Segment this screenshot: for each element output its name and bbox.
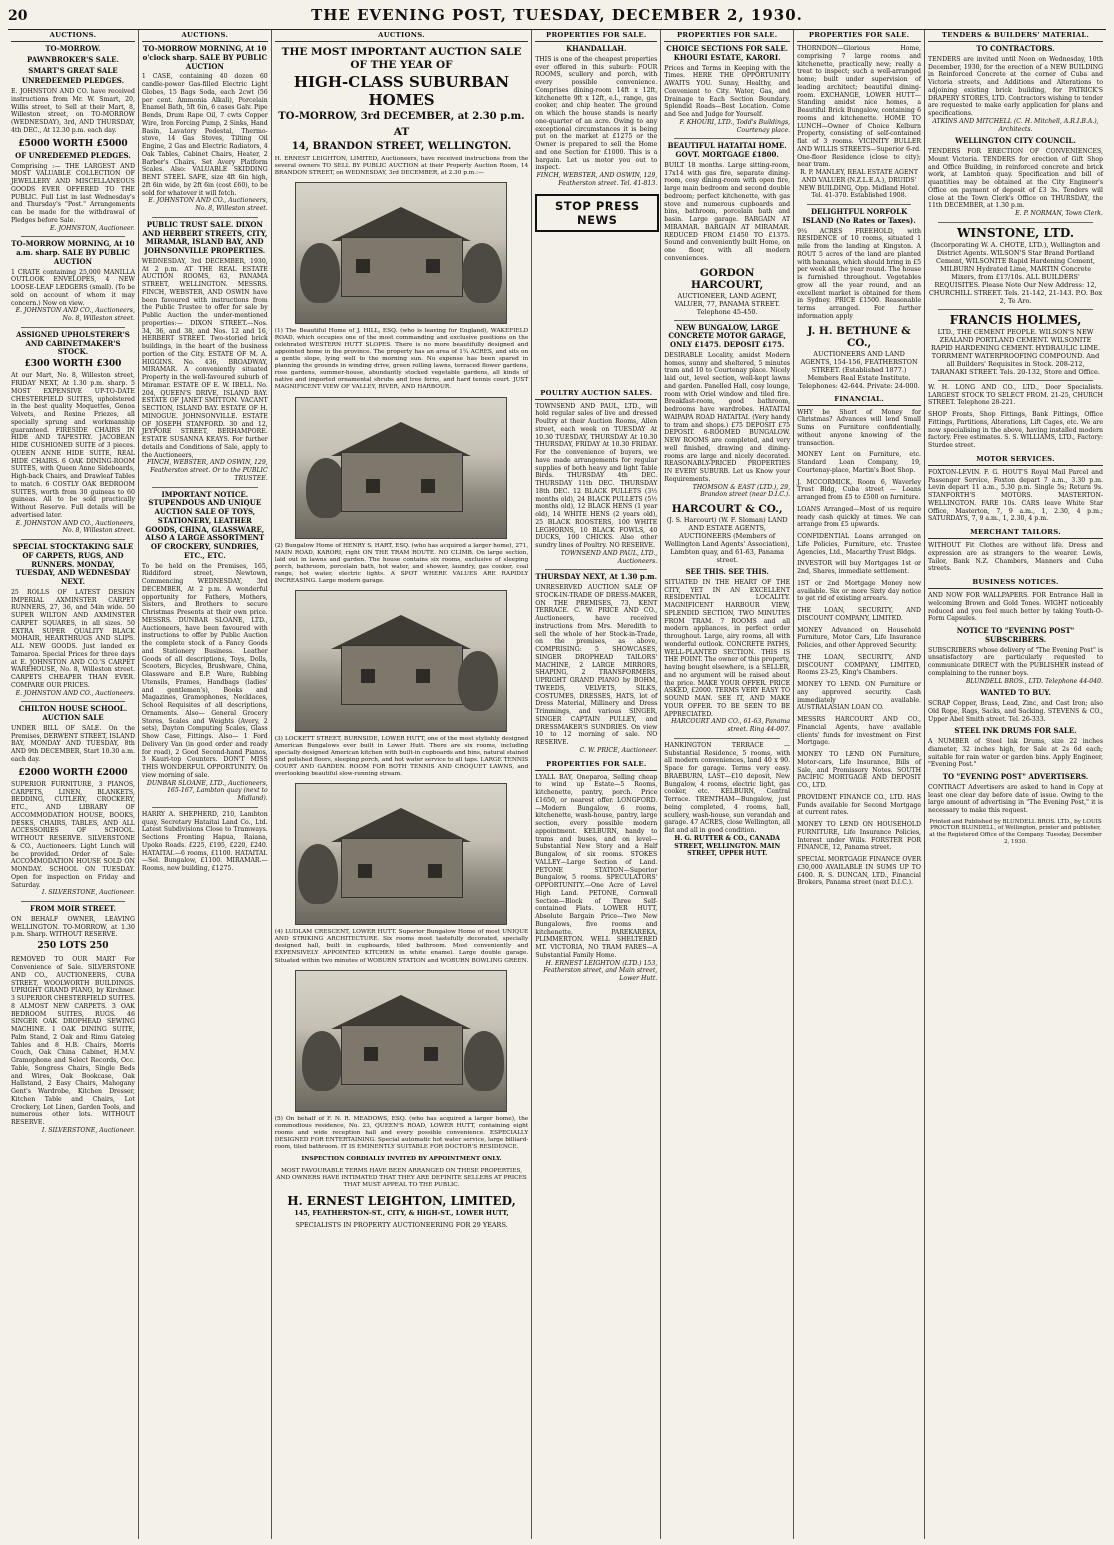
finance-ad-12: MESSRS HARCOURT AND CO., Financial Agents, have available clients' funds for investment on First Mortgage. <box>797 716 922 747</box>
column-3-feature <box>272 30 533 1539</box>
finance-ad-14: PROVIDENT FINANCE CO., LTD. HAS Funds available for Second Mortgage at current rates. <box>797 793 922 817</box>
gordon-harcourt-details: AUCTIONEER, LAND AGENT, VALUER, 77, PANAMA STREET. Telephone 45-450. <box>674 291 780 316</box>
winstone-firm-name: WINSTONE, LTD. <box>956 225 1075 240</box>
ad-manley-properties: THORNDON—Glorious Home, comprising 7 large rooms and kitchenette, practically new; really a treat to inspect; such a well-arranged home; built under supervision of leading architect; beautiful dining-room. EXCHANGE, LOWER HUTT—Standing amidst nice homes, a Beautiful Brick Bungalow, containing 6 rooms and kitchenette. HOME TO LUNCH—Owner of Choice Kelburn Property, consisting of self-contained flat of 3 rooms. VICINITY BULLER AND WILLIS STREETS—Superior 6-rd. One-floor Residence (close to city); near tram. R. P. MANLEY, REAL ESTATE AGENT AND VALUER (N.Z.L.E.A.), DRUIDS' NEW BUILDING, Opp. Midland Hotel. Tel. 41-370. Established 1908. <box>797 45 922 200</box>
winstone-details: (Incorporating W. A. CHOTE, LTD.), Wellington and District Agents. WILSON'S Star Brand Portland Cement, WILSONITE Rapid Hardening Cement, MILBURN Hydrated Lime, MARTIN Concrete Mixers, from £17/10s. ALL BUILDERS' REQUISITES. Please Note Our New Address: 12, CHURCHILL STREET. Tels. 21-142, 21-143. P.O. Box 2, Te Aro. <box>928 240 1103 305</box>
ad-steel-ink-drums: STEEL INK DRUMS FOR SALE. A NUMBER of Steel Ink Drums, size 22 inches diameter, 32 inches high, for Sale at 2s 6d each; suitable for rain water or garden bins. Apply Engineer, "Evening Post." <box>928 726 1104 769</box>
ad-hataitai-home: BEAUTIFUL HATAITAI HOME. GOVT. MORTGAGE £1800. BUILT 18 months. Large sitting-room, 17x14 with gas fire, separate dining-room, cosy dining-room with open fire, large main bedroom and second double bedroom; perfect kitchenette, with gas stove and numerous cupboards and bins, bathroom, porcelain bath and basin. Large garage. BARGAIN AT MIRAMAR. BARGAIN AT MIRAMAR. REDUCED FROM £1450 TO £1375. Sound and conveniently built Home, on one floor, with all modern conveniences. <box>664 141 791 262</box>
feature-headline: HIGH-CLASS SUBURBAN HOMES <box>293 73 510 110</box>
finance-ad-7: 1ST or 2nd Mortgage Money now available. Six or more Sixty day notice to get rid of existing arrears. <box>797 579 922 603</box>
column-5 <box>661 30 794 1539</box>
column-header: AUCTIONS. <box>11 30 135 42</box>
house-photo-1 <box>295 182 507 324</box>
ad-unredeemed-pledges: £5000 WORTH £5000 OF UNREDEEMED PLEDGES. Comprising :— THE LARGEST AND MOST VALUABLE COLLECTION OF JEWELLERY AND MISCELLANEOUS GOODS EVER OFFERED TO THE PUBLIC. Full List in last Wednesday's and Thursday's "Post." Arrangements can be made for the withdrawal of Pledges before Sale. E. JOHNSTON, Auctioneer. <box>11 138 135 232</box>
poultry-header: POULTRY AUCTION SALES. <box>535 388 657 400</box>
caption-3: (3) LOCKETT STREET, BURNSIDE, LOWER HUTT, one of the most stylishly designed American Bungalows ever built in Lower Hutt. There are six rooms, including specially designed American kitchen with built-in cupboards and bins, natural stained and polished floors, sleeping porch, and hot water service to all taps. LARGE TENNIS COURT AND GARDEN. ROOM FOR BOTH TENNIS AND CROQUET LAWNS, and overlooking beautiful slow-running stream. <box>274 735 529 778</box>
leighton-address: 145, FEATHERSTON-ST., CITY, & HIGH-ST., LOWER HUTT, <box>294 1209 509 1218</box>
bethune-details: AUCTIONEERS AND LAND AGENTS, 154-156, FEATHERSTON STREET. (Established 1877.) Members Real Estate Institute. Telephones: 42-644. Private: 24-000. <box>798 349 920 390</box>
finance-ad-8: THE LOAN, SECURITY, AND DISCOUNT COMPANY, LIMITED. <box>797 607 922 622</box>
column-header: PROPERTIES FOR SALE. <box>664 30 790 42</box>
feature-intro: H. ERNEST LEIGHTON, LIMITED, Auctioneers, have received instructions from the several owners TO SELL BY PUBLIC AUCTION at their Property Auction Room, 14 BRANDON STREET, on WEDNESDAY, 3rd DECEMBER, at 2.30 p.m.:— <box>274 155 529 176</box>
ad-wanted-to-buy: WANTED TO BUY. SCRAP Copper, Brass, Lead, Zinc, and Cast Iron; also Old Rope, Rags, Sacks, and Sacking. STEVENS & CO., Upper Abel Smith street. Tel. 26-333. <box>928 688 1104 723</box>
ad-envelopes-sale: TO-MORROW MORNING, At 10 a.m. sharp. SALE BY PUBLIC AUCTION 1 CRATE containing 25,000 MANILLA OUTLOOK ENVELOPES, 4 NEW LOOSE-LEAF LEDGERS (small). (To be sold on account of whom it may concern.) Now on view. E. JOHNSTON AND CO., Auctioneers, No. 8, Willeston street. <box>11 239 135 322</box>
column-2 <box>139 30 272 1539</box>
ad-pawnbroker-sale: TO-MORROW. PAWNBROKER'S SALE. SMART'S GREAT SALE UNREDEEMED PLEDGES. E. JOHNSTON AND CO. have received instructions from Mr. W. Smart, 20, Willis street, to Sell at their Mart, 8, Willeston street, on TO-MORROW (WEDNESDAY), 3rd, AND THURSDAY, 4th DEC., At 12.30 p.m. each day. <box>11 44 135 134</box>
newspaper-title: THE EVENING POST, TUESDAY, DECEMBER 2, 1930. <box>311 6 803 24</box>
ad-toys-stationery-auction: IMPORTANT NOTICE. STUPENDOUS AND UNIQUE AUCTION SALE OF TOYS, STATIONERY, LEATHER GOODS, CHINA, GLASSWARE, ALSO A LARGE ASSORTMENT OF CROCKERY, SUNDRIES, ETC., ETC. To be held on the Premises, 165, Riddiford street, Newtown, Commencing WEDNESDAY, 3rd DECEMBER, At 2 p.m. A wonderful opportunity for Fathers, Mothers, Sisters, and Brothers to secure Christmas Presents at their own price. MESSRS. DUNBAR SLOANE, LTD., Auctioneers, have been favoured with instructions to offer by Public Auction the complete stock of a Fancy Goods and Stationery Business. Leather Goods of all descriptions, Toys, Dolls, Scooters, Bicycles, Brushware, China, Glassware and E.P. Ware, Rubbing Utensils, Frames, Handbags (ladies' and gentlemen's), Books and Magazines, Gramophones, Necklaces, School Requisites of all descriptions, Ornaments. Also— General Grocery Stores, Scales and Weights (Avery, 2 sets), Dayton Computing Scales, Glass Show Case, Fittings. Also— 1 Ford Delivery Van (in good order and ready for road), 2 Good Second-hand Pianos, 3 Kauri-top Counters. DON'T MISS THIS WONDERFUL OPPORTUNITY. On view morning of sale. DUNBAR SLOANE, LTD., Auctioneers, 165-167, Lambton quay (next to Midland). <box>141 489 268 802</box>
ad-new-bungalow: NEW BUNGALOW, LARGE CONCRETE MOTOR GARAGE, ONLY £1475. DEPOSIT £175. DESIRABLE Locality, amidst Modern homes, sunny and sheltered, 5 minutes tram and 10 to Courtenay place. Nicely laid out, level section, well-kept lawns and garden. Panelled Hall, cosy lounge, room with Oriel window and tiled fire. Breakfast-room, good bathroom, bedrooms have wardrobes. HATAITAI WAIPAPA ROAD HATAITAI. (Very handy to tram and shops.) £75 DEPOSIT £75 DEPOSIT. 6-ROOMED BUNGALOW. NEW ROOMS are completed, and very well finished, drawing and dining-rooms are large and nicely decorated. REASONABLY-PRICED PROPERTIES IN EVERY SUBURB. Let us Know your Requirements. THOMSON & EAST (LTD.), 29, Brandon street (near D.I.C.). <box>664 322 791 499</box>
caption-5: (5) On behalf of F. N. R. MEADOWS, ESQ. (who has acquired a larger home), the commodious residence, No. 23, QUEEN'S ROAD, LOWER HUTT, containing eight rooms and wide reception hall and every possible convenience. ESPECIALLY DESIGNED FOR ENTERTAINING. Special automatic hot water service, large billiard-room, tiled bathroom. IT IS EMINENTLY SUITABLE FOR DOCTOR'S RESIDENCE. <box>274 1115 529 1150</box>
ad-merchant-tailors: WITHOUT Fit Clothes are without life. Dress and expression are as strangers to the wearer. Lewis, Tailor, Bank N.Z. Chambers, Manners and Cuba streets. <box>928 542 1104 573</box>
ad-khouri-estate: CHOICE SECTIONS FOR SALE. KHOURI ESTATE, KARORI. Prices and Terms in Keeping with the Times. HERE THE OPPORTUNITY AWAITS YOU. Sunny, Healthy, and Convenient to City. Water, Gas, and Drainage to Each Section Boundary. Splendid Roads—Best Location. Come and See and Judge for Yourself. F. KHOURI, LTD., Todd's Buildings, Courtenay place. <box>664 44 791 134</box>
caption-2: (2) Bungalow Home of HENRY S. HART, ESQ. (who has acquired a larger home), 271, MAIN ROAD, KARORI, right ON THE TRAM ROUTE. NO CLIMB. On large section, laid out in lawns and garden. The house contains six rooms, exclusive of sleeping porch, bathroom, porcelain bath, hot water, and shower, laundry, gas cooker, coal range, hot water, electric lights. A SPOT WHERE VALUES ARE RAPIDLY INCREASING. Large modern garage. <box>274 542 529 584</box>
ad-city-council-tender: WELLINGTON CITY COUNCIL. TENDERS FOR ERECTION OF CONVENIENCES, Mount Victoria. TENDERS for erection of Gift Shop and Office Building, in reinforced concrete and brick work, at Lambton quay. Specification and bill of quantities may be obtained at the City Engineer's Office on payment of deposit of £3 3s. Tenders will close at the Town Clerk's Office on THURSDAY, the 11th DECEMBER, at 1.30 p.m. E. P. NORMAN, Town Clerk. <box>928 136 1104 217</box>
financial-header: FINANCIAL. <box>797 394 921 406</box>
gordon-harcourt-name: GORDON HARCOURT, <box>691 266 764 291</box>
francis-holmes-details: LTD., THE CEMENT PEOPLE. WILSON'S NEW ZEALAND PORTLAND CEMENT. WILSONITE RAPID HARDENING CEMENT. HYDRAULIC LIME. TORRMENT WATERPROOFING COMPOUND. And all Builders' Requisites in Stock. 208-212, TARANAKI STREET. Tels. 20-132, Store and Office. <box>930 327 1101 376</box>
merchant-tailors-header: MERCHANT TAILORS. <box>928 527 1103 539</box>
ad-dressmaker-stock: THURSDAY NEXT, At 1.30 p.m. UNRESERVED AUCTION SALE OF STOCK-IN-TRADE OF DRESS-MAKER, ON THE PREMISES, 73, KENT TERRACE. C. W. PRICE AND CO., Auctioneers, have received instructions from Mrs. Meredith to sell the whole of her Stock-in-Trade, on the premises, as above, COMPRISING: 5 SHOWCASES, SINGER DROPHEAD TAILORS' MACHINE, 2 LARGE MIRRORS, SHAPING, 2 TRANSFORMERS, UPRIGHT GRAND PIANO by BOHM, TWEEDS, VELVETS, SILKS, COSTUMES, DRESSES, HATS, lot of Dress Material, Millinery and Dress Trimmings, and various SINGER, SINGER CAPTAIN PULLEY, and DRESSMAKER'S SUNDRIES. On view 10 to 12 morning of sale. NO RESERVE. C. W. PRICE, Auctioneer. <box>535 572 658 754</box>
house-photo-2 <box>295 397 507 539</box>
ad-khandallah: KHANDALLAH. THIS is one of the cheapest properties ever offered in this suburb: FOUR ROOMS, scullery and porch, with every possible convenience. Comprises dining-room 14ft x 12ft, kitchenette 9ft x 12ft, e.l., range, gas cooker, and chip heater. The ground on which the house stands is nearly one-quarter of an acre. Owing to any exceptional circumstances it is being put on the market at £1275 or the Owner is prepared to sell the Home and one Section for £1000. This is a bargain. Let us motor you out to inspect. FINCH, WEBSTER, AND OSWIN, 129, Featherston street. Tel. 41-813. <box>535 44 658 187</box>
column-header: AUCTIONS. <box>275 30 529 42</box>
ad-moir-street: FROM MOIR STREET. ON BEHALF OWNER, LEAVING WELLINGTON. TO-MORROW, at 1.30 p.m. Sharp. WITHOUT RESERVE. 250 LOTS 250 <box>11 904 135 951</box>
ad-leighton-properties: LYALL BAY, Oneparoa, Selling cheap to wind up Estate—5 Rooms, kitchenette, pantry, porch. Price £1650, or nearest offer. LONGFORD.—Modern Bungalow, 6 rooms, kitchenette, wash-house, pantry, large section, every possible modern appointment. KELBURN, handy to trams and buses, and on level—Substantial New Story and a Half Bungalow, of six rooms. STOKES VALLEY—Large Section of Land. PETONE STATION—Superior Bungalow, 5 rooms. SPECULATORS' OPPORTUNITY.—One Acre of Level High Land. PETONE, Cornwall Section—Block of Three Self-contained Flats. LOWER HUTT, Absolute Bargain Price—Two New Bungalows, five rooms and kitchenette. PAREKAREKA, PLIMMERTON. WELL SHELTERED MT. VICTORIA, NO TRAM FARES—A Substantial Family Home. H. ERNEST LEIGHTON (LTD.) 153, Featherston street, and Main street, Lower Hutt. <box>535 773 658 982</box>
masthead <box>8 6 1106 30</box>
feature-date: TO-MORROW, 3rd DECEMBER, at 2.30 p.m. <box>278 111 525 123</box>
properties-header-2: PROPERTIES FOR SALE. <box>535 759 657 771</box>
ad-chilton-house-school: CHILTON HOUSE SCHOOL. AUCTION SALE UNDER BILL OF SALE. On the Premises, DERWENT STREET, ISLAND BAY, MONDAY AND TUESDAY, 8th AND 9th DECEMBER, Start 10.30 a.m. each day. <box>11 704 135 763</box>
stop-press-news-stamp: STOP PRESS NEWS <box>535 194 659 232</box>
page-number: 20 <box>8 8 28 24</box>
finance-ad-5: CONFIDENTIAL Loans arranged on Life Policies, Furniture, etc. Trustee Agencies, Ltd., Macarthy Trust Bldgs. <box>797 533 922 556</box>
finance-ad-1: WHY be Short of Money for Christmas? Advances will lend Small Sums on Furniture confidentially, without anyone knowing of the transaction. <box>797 408 922 447</box>
house-photo-5 <box>295 970 507 1112</box>
motor-services-header: MOTOR SERVICES. <box>928 454 1103 466</box>
ad-long-doors: W. H. LONG AND CO., LTD., Door Specialists. LARGEST STOCK TO SELECT FROM. 21-25, CHURCH STREET. Telephone 28-221. <box>928 383 1104 407</box>
finance-ad-16: SPECIAL MORTGAGE FINANCE OVER £30,000 AVAILABLE IN SUMS UP TO £400. R. S. DUNCAN, LTD., Financial Brokers, Panama street (next D.I.C.). <box>797 856 922 887</box>
column-header: PROPERTIES FOR SALE. <box>797 30 921 42</box>
leighton-firm-name: H. ERNEST LEIGHTON, LIMITED, <box>287 1194 516 1209</box>
finance-ad-6: INVESTOR will buy Mortgages 1st or 2nd, Shares, immediate settlement. <box>797 560 922 575</box>
column-7 <box>925 30 1106 1539</box>
feature-at: AT <box>393 126 410 139</box>
column-header: TENDERS & BUILDERS' MATERIAL. <box>928 30 1103 42</box>
printer-imprint: Printed and Published by BLUNDELL BROS. LTD., by LOUIS PROCTOR BLUNDELL, of Wellington, printer and publisher, at the Registered Office of the Company. Tuesday, December 2, 1930. <box>929 818 1102 845</box>
house-photo-4 <box>295 783 507 925</box>
feature-title: THE MOST IMPORTANT AUCTION SALE OF THE YEAR OF <box>281 46 522 71</box>
terms-note: MOST FAVOURABLE TERMS HAVE BEEN ARRANGED ON THESE PROPERTIES, AND OWNERS HAVE INTIMATED THAT THEY ARE DEFINITE SELLERS AT PRICES THAT MUST APPEAL TO THE PUBLIC. <box>276 1167 527 1189</box>
ad-gas-globes-sale: TO-MORROW MORNING, At 10 o'clock sharp. SALE BY PUBLIC AUCTION 1 CASE, containing 40 dozen 60 candle-power Gas-filled Electric Light Globes, 15 Bags Soda, each 2cwt (56 per cent. Ammonia Alkali), Porcelain Enamel Bath, 5ft 6in, 6 cases Galv. Pipe Bends, Drum Rape Oil, 7 cwts Copper Wire, Iron Forcing Pump, 2 Sinks, Hand Basin, Lavatory Pedestal, Thermo-stove, 14 Gas Stoves, Tilting Oil Engine, 2 Gas and Electric Radiators, 4 Oak Tables, Cabinet Chairs, Heater, 2 Barber's Chairs, Set Avery Platform Scales. Also: VALUABLE SKIDDING BENT STEEL SAFE, size 4ft 6in high, 2ft 6in wide, by 2ft 6in (cost £60), to be sold for whatever it will fetch. E. JOHNSTON AND CO., Auctioneers, No. 8, Willeston street. <box>141 44 268 212</box>
column-header: AUCTIONS. <box>142 30 268 42</box>
ad-carpets-sale: SPECIAL STOCKTAKING SALE OF CARPETS, RUGS, AND RUNNERS. MONDAY, TUESDAY, AND WEDNESDAY NEXT. 25 ROLLS OF LATEST DESIGN IMPERIAL AXMINSTER CARPET RUNNERS, 27, 36, and 54in wide. 50 SUPER WILTON AND AXMINSTER CARPET SQUARES, in all sizes. 50 EXTRA SUPER QUALITY BLACK MOHAIR, HEARTHRUGS AND SLIPS. ALL NEW GOODS. Just landed ex Tamaroa. Special Prices for three days at E. JOHNSTON AND CO.'S CARPET WAREHOUSE, No. 8, Willeston street. CARPETS CHEAPER THAN EVER. COMPARE OUR PRICES. E. JOHNSTON AND CO., Auctioneers. <box>11 542 135 697</box>
finance-ad-4: LOANS Arranged—Most of us require ready cash quickly at times. We can arrange from £5 upwards. <box>797 505 922 529</box>
ad-public-trust-sale: PUBLIC TRUST SALE. DIXON AND HERBERT STREETS, CITY, MIRAMAR, ISLAND BAY, AND JOHNSONVILLE PROPERTIES. WEDNESDAY, 3rd DECEMBER, 1930, At 2 p.m. AT THE REAL ESTATE AUCTION ROOMS, 63, PANAMA STREET, WELLINGTON. MESSRS. FINCH, WEBSTER, AND OSWIN have been favoured with instructions from the Public Trustee to offer for sale by Public Auction the under-mentioned properties:— DIXON STREET.—Nos. 34, 36, and 38, and Nos. 12 and 16, HERBERT STREET. Two-storied brick buildings, in the heart of the business portion of the City. ESTATE OF M. A. HIGGINS. No. 436, BROADWAY, MIRAMAR. A conveniently situated Property in the well-favoured suburb of Miramar. ESTATE OF E. W. IBELL. No. 204, QUEEN'S DRIVE, ISLAND BAY. ESTATE OF JANET SMITTON. VACANT SECTION, ISLAND BAY. ESTATE OF H. MINOGUE. JOHNSONVILLE. ESTATE OF JOSEPH STANFORD. 30 and 12, JEYPORE STREET, BERHAMPORE. ESTATE SUSANNA KEAYS. For further details and Conditions of Sale, apply to the Auctioneers, FINCH, WEBSTER, AND OSWIN, 129, Featherston street. Or to the PUBLIC TRUSTEE. <box>141 219 268 482</box>
ad-business-notices: AND NOW FOR WALLPAPERS. FOR Entrance Hall in welcoming Brown and Gold Tones. WIGHT noticeably reduced and you feel much better by taking Youth-O-Form Capsules. <box>928 592 1104 623</box>
ad-school-furniture: £2000 WORTH £2000 SUPERIOR FURNITURE, 3 PIANOS, CARPETS, LINEN, BLANKETS, BEDDING, CUTLERY, CROCKERY, ETC., AND LIBRARY OF ACCOMMODATION HOUSE, BOOKS, DESKS, CHAIRS, TABLES, AND ALL ACCESSORIES OF SCHOOL. WITHOUT RESERVE. SILVERSTONE & CO., Auctioneers. Light Lunch will be provided. Order of Sale: ACCOMMODATION HOUSE SOLD ON MONDAY. SCHOOL ON TUESDAY. Open for inspection on Friday and Saturday. I. SILVERSTONE, Auctioneer. <box>11 767 135 897</box>
caption-4: (4) LUDLAM CRESCENT, LOWER HUTT. Superior Bungalow Home of most UNIQUE AND STRIKING ARCHITECTURE. Six rooms most tastefully decorated, specially designed hall, built in cupboards, tiled bathroom. Most conveniently and EXPENSIVELY APPOINTED KITCHEN in white enamel. Large double garage. Situated within two minutes of WOBURN STATION and WOBURN BOWLING GREEN. <box>274 929 529 964</box>
caption-1: (1) The Beautiful Home of J. HILL, ESQ. (who is leaving for England), WAKEFIELD ROAD, which occupies one of the most commanding and exclusive positions on the celebrated WESTERN HUTT SLOPES. There is no more beautifully designed and appointed home in the province. The property has an area of 1¼ ACRES, and sits on a gentle slope, lying well to the morning sun. No expense has been spared in planning the grounds in winding drive, green rolling lawns, terraced flower gardens, rose gardens, summer-house, abundantly stocked vegetable gardens, all kinds of native and imported ornamental shrubs and tree ferns, and hard tennis court. JUST MAGNIFICENT VIEW OF VALLEY, RIVER, AND HARBOUR. <box>274 327 529 391</box>
leighton-tagline: SPECIALISTS IN PROPERTY AUCTIONEERING FOR 29 YEARS. <box>295 1221 508 1230</box>
business-notices-header: BUSINESS NOTICES. <box>928 577 1103 589</box>
finance-ad-3: J. MCCORMICK, Room 6, Waverley Trust Bldg, Cuba street — Loans arranged from £5 to £500 on furniture. <box>797 478 922 501</box>
column-6 <box>794 30 925 1539</box>
ad-norfolk-island: DELIGHTFUL NORFOLK ISLAND (No Rates or Taxes). 9¼ ACRES FREEHOLD, with RESIDENCE of 10 rooms, situated 1 mile from the landing at Kingston. A ROUT 5 acres of the land are planted with bananas, which should bring in £5 per week all the year round. The house is furnished throughout. Vegetables grow all the year round, and an excellent market is obtained for them in Sydney. PRICE £1500. Reasonable terms arranged. For further information apply <box>797 207 922 320</box>
ad-poultry-auction: TOWNSEND AND PAUL, LTD., will hold regular sales of live and dressed Poultry at their Auction Rooms, Allen street, each week on TUESDAY At 10.30 TUESDAY, THURSDAY At 10.30 THURSDAY, FRIDAY At 10.30 FRIDAY. For the convenience of buyers, we have made arrangements for regular supplies of both heavy and light Table Birds. THURSDAY 4th DEC. THURSDAY 11th DEC. THURSDAY 18th DEC. 12 BLACK PULLETS (3½ months old), 24 BLACK PULLETS (5½ months old), 12 BLACK HENS (1 year old), 14 WHITE HENS (2 years old), 25 BLACK ROOSTERS, 100 WHITE LEGHORNS, 10 BLACK FOWLS, 40 DUCKS, 100 CHICKS. Also other sundry lines of Poultry. NO RESERVE. TOWNSEND AND PAUL, LTD., Auctioneers. <box>535 402 658 565</box>
bethune-firm-name: J. H. BETHUNE & CO., <box>807 324 911 349</box>
stop-press-blank-space <box>535 238 657 388</box>
ad-motor-services: FOXTON-LEVIN. F. G. HOUT'S Royal Mail Parcel and Passenger Service, Foxton depart 7 a.m., 3.30 p.m. Levin depart 11 a.m., 5.30 p.m. Single 5s; Return 9s. STANFORTH'S MOTORS. MASTERTON-WELLINGTON. FARE 10s. CARS leave White Star Office, Masterton, 7, 9 a.m., 1, 2.30, 4 p.m.; SATURDAYS, 7, 9 a.m., 1, 2.30, 4 p.m. <box>928 468 1104 523</box>
ad-see-this: SEE THIS. SEE THIS. SITUATED IN THE HEART OF THE CITY, YET IN AN EXCELLENT RESIDENTIAL LOCALITY. MAGNIFICENT HARBOUR VIEW, SPLENDID SECTION, TWO MINUTES FROM TRAM. 7 ROOMS and all modern appliances, in perfect order throughout. Large, airy rooms, all with wonderful outlook. CONCRETE PATHS, WELL-PLANTED SECTION. THIS IS THE POINT. The owner of this property, having bought elsewhere, is a SELLER, and no argument will be raised about the price. MAKE YOUR OFFER. PRICE ASKED, £2000. TERMS VERY EASY TO SOUND MAN. SEE IT, AND MAKE YOUR OFFER. TO BE SEEN TO BE APPRECIATED. HARCOURT AND CO., 61-63, Panama street. Ring 44-007. <box>664 567 791 733</box>
column-header: PROPERTIES FOR SALE. <box>535 30 657 42</box>
ad-shop-fittings: SHOP Fronts, Shop Fittings, Bank Fittings, Office Fittings, Partitions, Alterations, Lift Cages, etc. We are now specialising in the above, having installed modern factory. Free estimates. S. S. WILLIAMS, LTD., Factory: Sturdee street. <box>928 411 1104 449</box>
ad-upholsterer-stock: ASSIGNED UPHOLSTERER'S AND CABINETMAKER'S STOCK. £300 WORTH £300 At our Mart, No. 8, Willeston street, FRIDAY NEXT, At 1.30 p.m. sharp. 5 MOST EXPENSIVE UP-TO-DATE CHESTERFIELD SUITES, upholstered in the best quality Moquettes, Genoa Velvets, and Rexine Friezes, all specially sprung and workmanship guaranteed. FIRESIDE CHAIRS IN HIDE AND TAPESTRY. JACOBEAN HIDE CUSHIONED SUITE of 3 pieces. QUEEN ANNE HIDE SUITE, REAL HIDE CHAIRS. 6 OAK DINING-ROOM SUITES, with Queen Anne Sideboards, High-back Chairs, and Drawleaf Tables to match. 6 COSTLY OAK BEDROOM SUITES, worth from 30 guineas to 60 guineas. All to be sold practically Without Reserve. Full details will be advertised later. E. JOHNSTON AND CO., Auctioneers, No. 8, Willeston street. <box>11 329 135 535</box>
finance-ad-2: MONEY Lent on Furniture, etc. Standard Loan Company, 19, Courtenay-place, Martin's Boot Shop. <box>797 451 922 474</box>
harcourt-co-name: HARCOURT & CO., <box>671 503 783 515</box>
finance-ad-15: MONEY TO LEND ON HOUSEHOLD FURNITURE, Life Insurance Policies, Interest under Wills. FORSTER FOR FINANCE, 12, Panama street. <box>797 821 922 852</box>
finance-ad-9: MONEY Advanced on Household Furniture, Motor Cars, Life Insurance Policies, and other Approved Security. <box>797 626 922 649</box>
house-photo-3 <box>295 590 507 732</box>
inspection-note: INSPECTION CORDIALLY INVITED BY APPOINTMENT ONLY. <box>301 1155 502 1162</box>
finance-ad-13: MONEY TO LEND ON Furniture, Motor-cars, Life Insurance, Bills of Sale, and Promissory Notes. SOUTH PACIFIC MORTGAGE AND DEPOSIT CO., LTD. <box>797 751 922 789</box>
column-4 <box>532 30 661 1539</box>
finance-ad-11: MONEY TO LEND. ON Furniture or any approved security. Cash immediately available. AUSTRALASIAN LOAN CO. <box>797 681 922 712</box>
harcourt-co-details: (J. S. Harcourt) (W. F. Sloman) LAND AND ESTATE AGENTS, AUCTIONEERS (Members of Wellington Land Agents' Association), Lambton quay, and 61-63, Panama street. <box>664 516 790 564</box>
ad-hataitai-land: HARRY A. SHEPHERD, 210, Lambton quay, Secretary Hataitai Land Co., Ltd. Latest Subdivisions Close to Tramways. Sections Fronting Hapua, Raiana, Upoko Roads. £225, £195, £220, £240. HATAITAI.—6 rooms, £1100. HATAITAI.—Sel. Bungalow, £1100. MIRAMAR.—Rooms, new building, £1275. <box>141 810 268 872</box>
column-1 <box>8 30 139 1539</box>
column-grid <box>8 30 1106 1539</box>
francis-holmes-name: FRANCIS HOLMES, <box>949 312 1082 327</box>
finance-ad-10: THE LOAN, SECURITY, AND DISCOUNT COMPANY, LIMITED, Rooms 23-25, King's Chambers. <box>797 653 922 677</box>
ad-subscribers-notice: NOTICE TO "EVENING POST" SUBSCRIBERS. SUBSCRIBERS whose delivery of "The Evening Post" is unsatisfactory are particularly requested to communicate DIRECT with the PUBLISHER instead of complaining to the runner boys. BLUNDELL BROS., LTD. Telephone 44-040. <box>928 626 1104 685</box>
feature-address: 14, BRANDON STREET, WELLINGTON. <box>291 140 512 152</box>
ad-contractors-tender: TO CONTRACTORS. TENDERS are invited until Noon on Wednesday, 10th December, 1930, for the erection of a NEW BUILDING in Reinforced Concrete at the corner of Cuba and Victoria streets, and Additions and Alterations to adjoining existing brick building, for PATRICK'S DRAPERY STORES, LTD. Contractors wishing to tender are requested to make early application for plans and specifications. ATKINS AND MITCHELL (C. H. Mitchell, A.R.I.B.A.), Architects. <box>928 44 1104 133</box>
ad-silverstone-mart: REMOVED TO OUR MART For Convenience of Sale. SILVERSTONE AND CO., AUCTIONEERS, CUBA STREET, WOOLWORTH BUILDINGS. UPRIGHT GRAND PIANO, by Kirchner. 3 SUPERIOR CHESTERFIELD SUITES. 8 ALMOST NEW CARPETS. 3 OAK BEDROOM SUITES, RUGS. 46 SINGER OAK DROPHEAD SEWING MACHINE. 1 OAK DINING SUITE, Palm Stand, 2 Oak and Rimu Gateleg Tables and 8 H.B. Chairs, Morris Couch, Oak China Cabinet, H.M.V. Gramophone and Select Records, Occ. Table, Songress Chairs, Single Beds and Wires, Oak Bookcase, Oak Hallstand, 2 Easy Chairs, Mahogany Gent's Wardrobe, Kitchen Dresser, Kitchen Table and Chairs, Lot Crockery, Lot Linen, Garden Tools, and numerous other lots. WITHOUT RESERVE. I. SILVERSTONE, Auctioneer. <box>11 956 135 1134</box>
ad-rutter-properties: HANKINGTON TERRACE — Substantial Residence, 5 rooms, with all modern conveniences, land 40 x 90. Space for garage. Terms very easy. BRAEBURN, LAST—£10 deposit, New Bungalow, 4 rooms, electric light, gas cooker, etc. KELBURN, Central Terrace. TRENTHAM—Bungalow, just being completed, 4 rooms, hall, scullery, wash-house, sun verandah and garage. 47 ACRES, close Wellington, all flat and all in good condition. H. G. RUTTER & CO., CANADA STREET, WELLINGTON. MAIN STREET, UPPER HUTT. <box>664 741 791 858</box>
ad-advertisers-notice: TO "EVENING POST" ADVERTISERS. CONTRACT Advertisers are asked to hand in Copy at least one clear day before date of issue. Owing to the large amount of advertising in "The Evening Post," it is necessary to make this request. <box>928 772 1104 814</box>
